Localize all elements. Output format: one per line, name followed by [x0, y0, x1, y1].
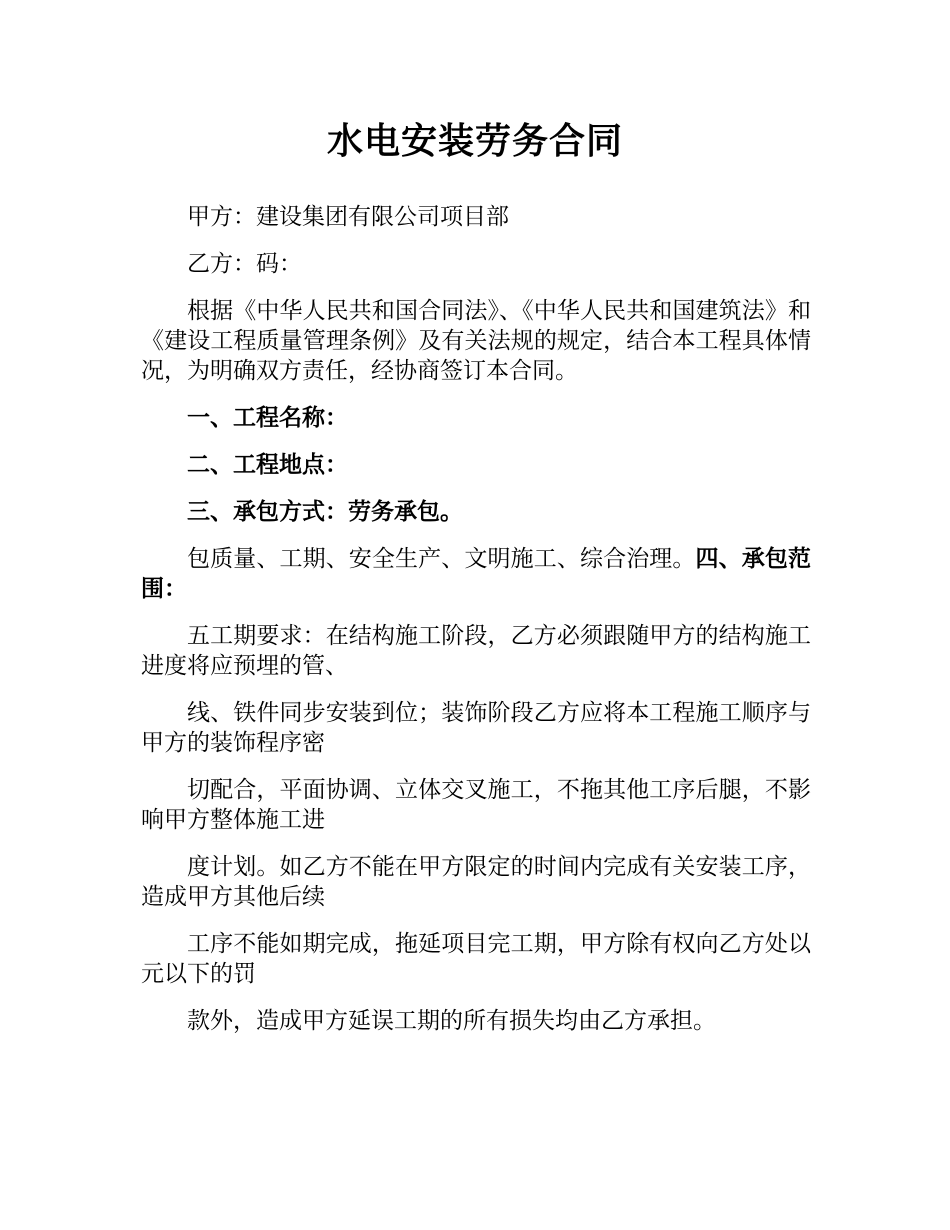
schedule-paragraph-5: 工序不能如期完成，拖延项目完工期，甲方除有权向乙方处以元以下的罚 [141, 931, 811, 987]
schedule-paragraph-3: 切配合，平面协调、立体交叉施工，不拖其他工序后腿，不影响甲方整体施工进 [141, 777, 811, 833]
scope-text: 包质量、工期、安全生产、文明施工、综合治理。 [187, 546, 696, 572]
party-a: 甲方：建设集团有限公司项目部 [187, 204, 509, 230]
section-contract-scope: 四、承包范围： [141, 546, 812, 602]
schedule-paragraph-2: 线、铁件同步安装到位；装饰阶段乙方应将本工程施工顺序与甲方的装饰程序密 [141, 700, 811, 756]
section-contract-method: 三、承包方式：劳务承包。 [187, 499, 463, 525]
preamble-paragraph: 根据《中华人民共和国合同法》、《中华人民共和国建筑法》和《建设工程质量管理条例》及有关法规的规定，结合本工程具体情况，为明确双方责任，经协商签订本合同。 [141, 298, 811, 384]
contract-body [141, 202, 811, 1053]
section-project-location: 二、工程地点： [187, 452, 348, 478]
contract-title: 水电安装劳务合同 [326, 121, 623, 162]
party-b: 乙方：码： [187, 251, 302, 277]
schedule-paragraph-1: 五工期要求：在结构施工阶段，乙方必须跟随甲方的结构施工进度将应预埋的管、 [141, 623, 811, 679]
schedule-paragraph-4: 度计划。如乙方不能在甲方限定的时间内完成有关安装工序，造成甲方其他后续 [141, 854, 811, 910]
scope-paragraph [141, 544, 811, 604]
schedule-paragraph-6: 款外，造成甲方延误工期的所有损失均由乙方承担。 [187, 1008, 716, 1034]
section-project-name: 一、工程名称： [187, 405, 348, 431]
